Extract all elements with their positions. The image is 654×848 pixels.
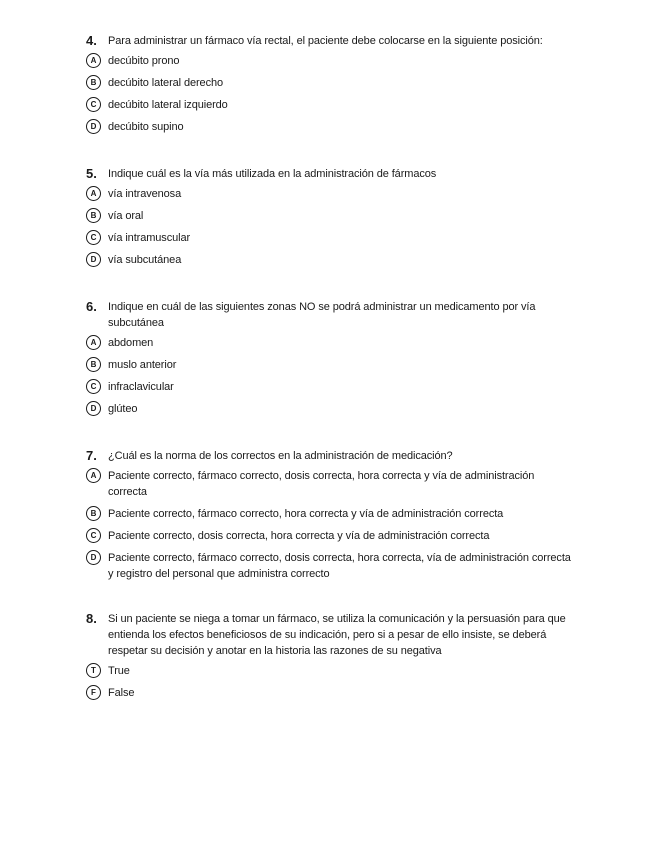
option-true[interactable] [86,663,572,679]
options-list [86,468,572,582]
question-8 [86,611,572,707]
question-number: 8. [86,611,97,626]
question-text: ¿Cuál es la norma de los correctos en la administración de medicación? [108,450,453,462]
option-letter-badge[interactable]: B [86,357,101,372]
option-b[interactable] [86,75,572,91]
question-6 [86,299,572,423]
option-text: decúbito supino [108,121,184,133]
option-letter-badge[interactable]: D [86,252,101,267]
question-text: Si un paciente se niega a tomar un fármaco, se utiliza la comunicación y la persuasión para que entienda los efectos beneficiosos de su indicación, pero si a pesar de ello insiste, se deberá respetar su decisión y anotar en la historia las razones de su negativa [108,613,566,657]
options-list [86,335,572,417]
option-letter-badge[interactable]: D [86,401,101,416]
option-letter-badge[interactable]: D [86,119,101,134]
question-text: Para administrar un fármaco vía rectal, el paciente debe colocarse en la siguiente posición: [108,35,543,47]
option-text: decúbito lateral derecho [108,77,224,89]
option-a[interactable] [86,186,572,202]
option-b[interactable] [86,208,572,224]
option-c[interactable] [86,97,572,113]
option-text: glúteo [108,403,138,415]
option-text: Paciente correcto, fármaco correcto, dosis correcta, hora correcta, vía de administración correcta y registro del personal que administra correcto [108,552,571,580]
option-letter-badge[interactable]: C [86,97,101,112]
option-text: Paciente correcto, fármaco correcto, hora correcta y vía de administración correcta [108,508,504,520]
option-letter-badge[interactable]: C [86,528,101,543]
option-text: infraclavicular [108,381,174,393]
option-letter-badge[interactable]: A [86,468,101,483]
question-number: 4. [86,33,97,48]
option-letter-badge[interactable]: D [86,550,101,565]
option-text: True [108,665,130,677]
options-list [86,186,572,268]
option-letter-badge[interactable]: A [86,186,101,201]
option-letter-badge[interactable]: B [86,208,101,223]
option-d[interactable] [86,401,572,417]
option-letter-badge[interactable]: C [86,230,101,245]
question-4 [86,33,572,141]
option-text: muslo anterior [108,359,177,371]
option-b[interactable] [86,506,572,522]
option-text: vía intramuscular [108,232,191,244]
question-text: Indique en cuál de las siguientes zonas NO se podrá administrar un medicamento por vía subcutánea [108,301,536,329]
option-text: vía intravenosa [108,188,182,200]
question-number: 5. [86,166,97,181]
option-a[interactable] [86,335,572,351]
option-text: Paciente correcto, dosis correcta, hora correcta y vía de administración correcta [108,530,490,542]
option-letter-badge[interactable]: F [86,685,101,700]
question-5 [86,166,572,274]
option-false[interactable] [86,685,572,701]
option-d[interactable] [86,119,572,135]
option-d[interactable] [86,550,572,582]
option-text: False [108,687,135,699]
options-list [86,663,572,701]
option-text: decúbito lateral izquierdo [108,99,228,111]
option-letter-badge[interactable]: C [86,379,101,394]
option-a[interactable] [86,468,572,500]
option-letter-badge[interactable]: A [86,335,101,350]
option-text: abdomen [108,337,154,349]
option-b[interactable] [86,357,572,373]
option-letter-badge[interactable]: T [86,663,101,678]
option-text: decúbito prono [108,55,180,67]
question-number: 7. [86,448,97,463]
option-c[interactable] [86,528,572,544]
question-7 [86,448,572,588]
option-c[interactable] [86,230,572,246]
option-c[interactable] [86,379,572,395]
option-text: vía subcutánea [108,254,182,266]
option-text: Paciente correcto, fármaco correcto, dosis correcta, hora correcta y vía de administración correcta [108,470,535,498]
options-list [86,53,572,135]
option-text: vía oral [108,210,144,222]
option-letter-badge[interactable]: A [86,53,101,68]
question-number: 6. [86,299,97,314]
option-d[interactable] [86,252,572,268]
question-text: Indique cuál es la vía más utilizada en la administración de fármacos [108,168,437,180]
option-letter-badge[interactable]: B [86,506,101,521]
option-letter-badge[interactable]: B [86,75,101,90]
option-a[interactable] [86,53,572,69]
